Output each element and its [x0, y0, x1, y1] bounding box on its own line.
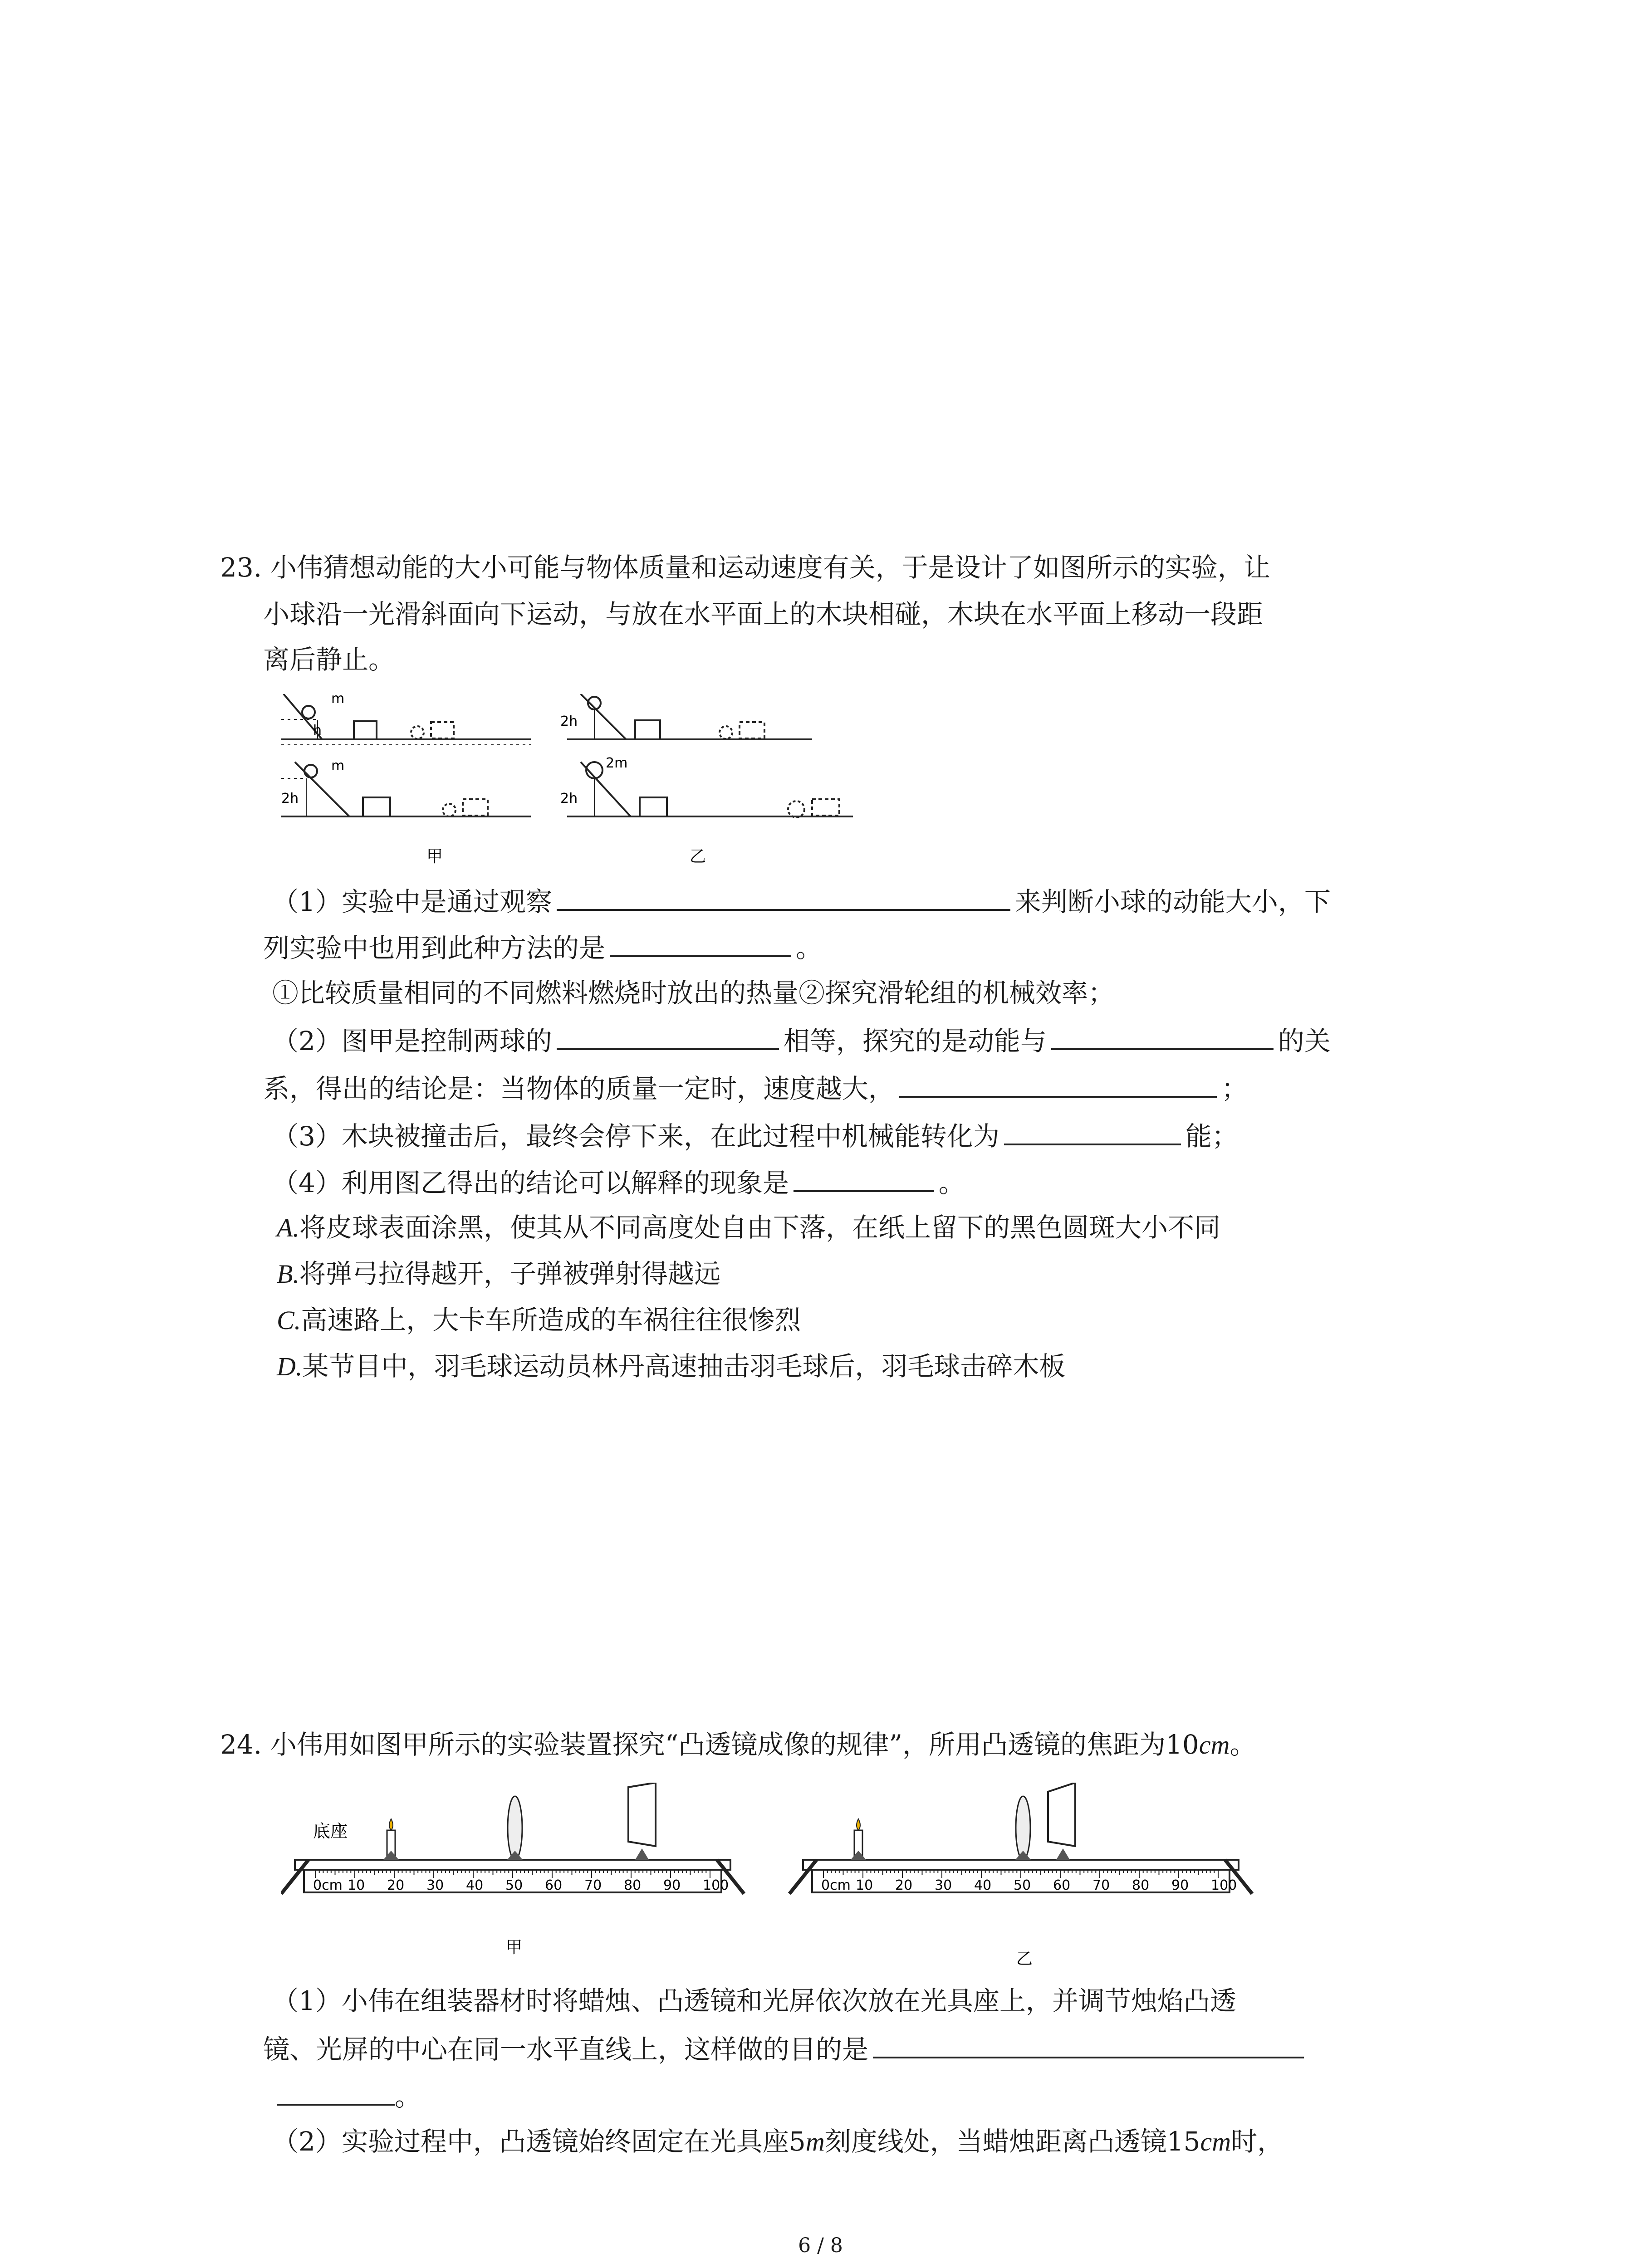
q23-p2-text-a: （2）图甲是控制两球的 [272, 1026, 552, 1056]
ruler-tick-label: 80 [1132, 1877, 1150, 1893]
q23-stem-line-3: 离后静止。 [263, 644, 395, 675]
q23-option-b[interactable] [277, 1257, 720, 1290]
q24-figure-optical-bench [281, 1783, 1270, 1973]
fig-label-2h-1: 2h [281, 791, 299, 807]
ruler-tick-label: 10 [348, 1877, 365, 1893]
option-letter: D. [277, 1352, 303, 1381]
q23-p4-text-b: 。 [938, 1168, 965, 1198]
q23-p2-text-e: ； [1221, 1073, 1248, 1104]
ruler-tick-label: 40 [974, 1877, 992, 1893]
ruler-tick-label: 90 [1171, 1877, 1189, 1893]
q23-option-a[interactable] [277, 1211, 1220, 1244]
q24-p2-unit-1: m [805, 2127, 825, 2156]
q23-p1-text-c: 列实验中也用到此种方法的是 [263, 933, 606, 963]
ruler-tick-label: 100 [703, 1877, 729, 1893]
q23-p3-text-b: 能； [1185, 1121, 1238, 1152]
q24-p2-value-1: 5 [789, 2126, 806, 2157]
q24-p2-text-a: （2）实验过程中，凸透镜始终固定在光具座 [272, 2126, 789, 2157]
q23-part2-line-2 [263, 1070, 1248, 1105]
q24-p2-unit-2: cm [1200, 2127, 1231, 2156]
fig-label-2h-3: 2h [560, 791, 578, 807]
q23-p3-text-a: （3）木块被撞击后，最终会停下来，在此过程中机械能转化为 [272, 1121, 999, 1152]
q23-option-d[interactable] [277, 1350, 1065, 1383]
option-text: 高速路上，大卡车所造成的车祸往往很惨烈 [301, 1305, 801, 1335]
option-letter: A. [277, 1213, 299, 1242]
fig-label-yi: 乙 [690, 847, 706, 866]
ruler-tick-label: 60 [1053, 1877, 1071, 1893]
q23-p1-text-d: 。 [796, 933, 823, 963]
q23-p2-text-d: 系，得出的结论是：当物体的质量一定时，速度越大， [263, 1073, 895, 1104]
q23-p2-text-b: 相等，探究的是动能与 [783, 1026, 1047, 1056]
ruler-tick-label: 0cm [821, 1877, 851, 1893]
q23-part1-line-3: ①比较质量相同的不同燃料燃烧时放出的热量②探究滑轮组的机械效率； [272, 978, 1115, 1008]
q24-part1-line-1: （1）小伟在组装器材时将蜡烛、凸透镜和光屏依次放在光具座上，并调节烛焰凸透 [272, 1985, 1236, 2016]
option-letter: B. [277, 1259, 299, 1289]
q23-stem-text-1: 小伟猜想动能的大小可能与物体质量和运动速度有关，于是设计了如图所示的实验，让 [270, 552, 1270, 583]
ruler-tick-label: 30 [426, 1877, 444, 1893]
fig-yi-top [567, 694, 812, 739]
ruler-tick-label: 40 [466, 1877, 484, 1893]
q24-stem-line [220, 1728, 1256, 1761]
q23-p1-blank-2[interactable] [610, 930, 791, 957]
q24-part1-line-3 [277, 2078, 421, 2113]
q24-p1-text-c: 。 [395, 2081, 421, 2112]
q24-stem-unit: cm [1199, 1730, 1230, 1760]
ruler-tick-label: 50 [505, 1877, 523, 1893]
q24-p1-blank-2[interactable] [277, 2078, 395, 2106]
q24-part2-line [272, 2125, 1283, 2158]
base-label: 底座 [313, 1821, 348, 1841]
q23-part1-line-2 [263, 930, 822, 964]
option-text: 某节目中，羽毛球运动员林丹高速抽击羽毛球后，羽毛球击碎木板 [302, 1351, 1066, 1382]
q23-p4-text-a: （4）利用图乙得出的结论可以解释的现象是 [272, 1168, 789, 1198]
q23-stem-line-2: 小球沿一光滑斜面向下运动，与放在水平面上的木块相碰，木块在水平面上移动一段距 [263, 599, 1264, 630]
fig-label-jia: 甲 [426, 847, 443, 866]
q24-number: 24. [220, 1729, 262, 1760]
fig24-label-jia: 甲 [506, 1938, 523, 1957]
page-number: 6 / 8 [798, 2234, 843, 2257]
ruler-tick-label: 50 [1014, 1877, 1031, 1893]
q23-option-c[interactable] [277, 1304, 801, 1337]
fig-label-2h-2: 2h [560, 714, 578, 729]
q23-p2-text-c: 的关 [1278, 1026, 1331, 1056]
ruler-tick-label: 80 [624, 1877, 642, 1893]
q24-p1-blank-1[interactable] [873, 2031, 1304, 2058]
ruler-tick-label: 30 [935, 1877, 952, 1893]
ruler-tick-label: 70 [584, 1877, 602, 1893]
q23-p3-blank[interactable] [1004, 1118, 1181, 1145]
q24-p2-text-b: 刻度线处，当蜡烛距离凸透镜 [824, 2126, 1167, 2157]
ruler-tick-label: 10 [856, 1877, 873, 1893]
option-text: 将皮球表面涂黑，使其从不同高度处自由下落，在纸上留下的黑色圆斑大小不同 [299, 1212, 1220, 1243]
q23-p2-blank-3[interactable] [899, 1070, 1217, 1098]
q23-part2-line-1 [272, 1023, 1331, 1057]
q23-p4-blank[interactable] [794, 1165, 934, 1192]
q24-stem-end: 。 [1230, 1729, 1256, 1760]
fig-label-m-1: m [331, 694, 345, 707]
q23-p1-text-b: 来判断小球的动能大小，下 [1014, 886, 1331, 917]
fig-label-2m: 2m [606, 755, 628, 771]
q23-p2-blank-1[interactable] [557, 1023, 779, 1050]
q23-part3-line [272, 1118, 1238, 1153]
q23-p1-text-a: （1）实验中是通过观察 [272, 886, 552, 917]
ruler-tick-label: 0cm [313, 1877, 343, 1893]
ruler-tick-label: 20 [895, 1877, 913, 1893]
ruler-tick-label: 60 [545, 1877, 563, 1893]
fig24-label-yi: 乙 [1016, 1950, 1033, 1968]
q24-p2-value-2: 15 [1166, 2126, 1200, 2157]
fig-label-h: h [313, 723, 322, 738]
q23-p1-blank-1[interactable] [557, 884, 1010, 911]
option-letter: C. [277, 1305, 301, 1335]
option-text: 将弹弓拉得越开，子弹被弹射得越远 [299, 1258, 720, 1289]
ruler-tick-label: 100 [1211, 1877, 1237, 1893]
fig-label-m-2: m [331, 758, 345, 774]
ruler-tick-label: 90 [663, 1877, 681, 1893]
q24-stem-value: 10 [1166, 1729, 1199, 1760]
q24-p2-text-c: 时， [1231, 2126, 1284, 2157]
q24-stem-text: 小伟用如图甲所示的实验装置探究“凸透镜成像的规律”，所用凸透镜的焦距为 [270, 1729, 1166, 1760]
q23-stem-line-1 [220, 551, 1270, 584]
q23-part1-line-1 [272, 884, 1331, 918]
q23-number: 23. [220, 552, 262, 583]
q24-part1-line-2 [263, 2031, 1308, 2066]
fig-jia-bottom [281, 762, 531, 816]
ruler-tick-label: 70 [1092, 1877, 1110, 1893]
q23-p2-blank-2[interactable] [1051, 1023, 1274, 1050]
ruler-tick-label: 20 [387, 1877, 405, 1893]
q23-part4-line [272, 1165, 965, 1199]
q24-p1-text-b: 镜、光屏的中心在同一水平直线上，这样做的目的是 [263, 2034, 869, 2065]
q23-figure-incline-experiment [281, 694, 871, 875]
